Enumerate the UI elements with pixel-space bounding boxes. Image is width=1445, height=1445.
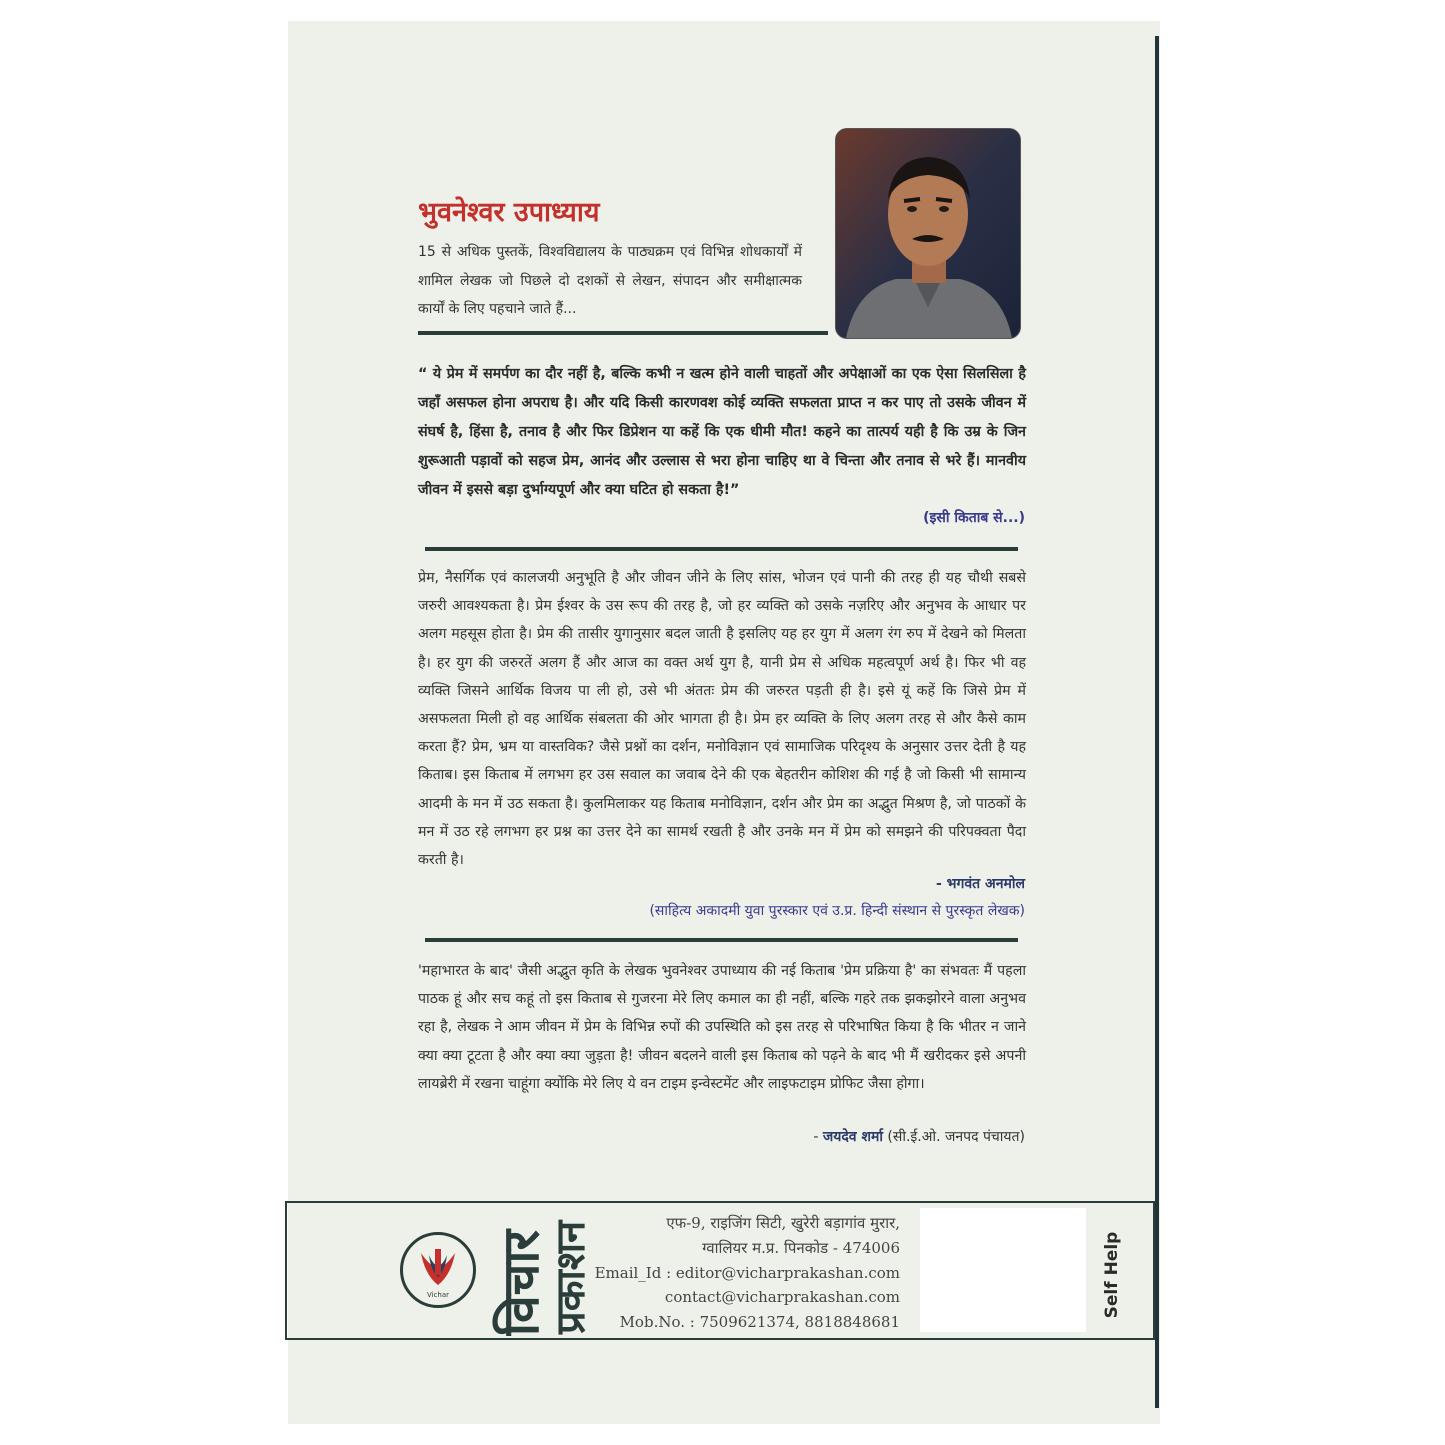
publisher-brand	[486, 1210, 591, 1336]
category-label	[1100, 1230, 1124, 1320]
brand-wordmark	[486, 1210, 591, 1336]
review-1-signature	[936, 874, 1025, 893]
divider-rule	[418, 331, 828, 335]
quote-source: (इसी किताब से...)	[923, 510, 1025, 526]
signature-dash: -	[813, 1129, 823, 1145]
brand-line-1: विचार	[492, 1230, 550, 1336]
category-text: Self Help	[1102, 1231, 1122, 1319]
phone-line: Mob.No. : 7509621374, 8818848681	[619, 1313, 900, 1332]
email-line: Email_Id : editor@vicharprakashan.com	[594, 1263, 900, 1282]
barcode-area	[920, 1208, 1086, 1332]
reviewer-credential: (साहित्य अकादमी युवा पुरस्कार एवं उ.प्र. हिन्दी संस्थान से पुरस्कृत लेखक)	[649, 903, 1025, 919]
author-portrait-image	[836, 129, 1020, 338]
review-2-signature	[813, 1127, 1025, 1146]
publisher-logo	[400, 1232, 476, 1308]
review-text-2: 'महाभारत के बाद' जैसी अद्भुत कृति के लेखक भुवनेश्वर उपाध्याय की नई किताब 'प्रेम प्रक्रिया है' का संभवतः मैं पहला पाठक हूं और सच कहूं तो इस किताब से गुजरना मेरे लिए कमाल का ही नहीं, बल्कि गहरे तक झकझोरने वाला अनुभव रहा है, लेखक ने आम जीवन में प्रेम के विभिन्न रुपों की उपस्थिति को इस तरह से परिभाषित किया है कि भीतर न जाने क्या क्या टूटता है और क्या क्या जुड़ता है! जीवन बदलने वाली इस किताब को पढ़ने के बाद भी मैं खरीदकर इसे अपनी लायब्रेरी में रखना चाहूंगा क्योंकि मेरे लिए ये वन टाइम इन्वेस्टमेंट और लाइफटाइम प्रोफिट जैसा होगा।	[418, 963, 1026, 1092]
brand-line-2: प्रकाशन	[548, 1220, 591, 1334]
reviewer-2-role: (सी.ई.ओ. जनपद पंचायत)	[882, 1129, 1025, 1145]
divider-rule	[425, 938, 1018, 942]
spine-edge	[1155, 36, 1159, 1408]
author-name: भुवनेश्वर उपाध्याय	[418, 197, 600, 228]
publisher-address	[595, 1211, 900, 1335]
reviewer-2-name: जयदेव शर्मा	[822, 1129, 883, 1145]
logo-caption: Vichar	[426, 1291, 450, 1299]
address-line: ग्वालियर म.प्र. पिनकोड - 474006	[702, 1238, 900, 1257]
book-excerpt-quote: “ ये प्रेम में समर्पण का दौर नहीं है, बल्कि कभी न खत्म होने वाली चाहतों और अपेक्षाओं का एक ऐसा सिलसिला है जहाँ असफल होना अपराध है। और यदि किसी कारणवश कोई व्यक्ति सफलता प्राप्त न कर पाए तो उसके जीवन में संघर्ष है, हिंसा है, तनाव है और फिर डिप्रेशन या कहें कि एक धीमी मौत! कहने का तात्पर्य यही है कि उम्र के जिन शुरूआती पड़ावों को सहज प्रेम, आनंद और उल्लास से भरा होना चाहिए था वे चिन्ता और तनाव से भरे हैं। मानवीय जीवन में इससे बड़ा दुर्भाग्यपूर्ण और क्या घटित हो सकता है!”	[418, 366, 1026, 498]
author-photo	[835, 128, 1021, 339]
divider-rule	[425, 547, 1018, 551]
contact-line: contact@vicharprakashan.com	[664, 1288, 900, 1307]
address-line: एफ-9, राइजिंग सिटी, खुरेरी बड़ागांव मुरार,	[666, 1214, 900, 1232]
trident-logo-icon	[403, 1235, 473, 1305]
author-bio: 15 से अधिक पुस्तकें, विश्वविद्यालय के पाठ्यक्रम एवं विभिन्न शोधकार्यों में शामिल लेखक जो पिछले दो दशकों से लेखन, संपादन और समीक्षात्मक कार्यों के लिए पहचाने जाते हैं...	[418, 244, 802, 317]
reviewer-name: - भगवंत अनमोल	[935, 876, 1025, 892]
review-text-1: प्रेम, नैसर्गिक एवं कालजयी अनुभूति है और जीवन जीने के लिए सांस, भोजन एवं पानी की तरह ही यह चौथी सबसे जरुरी आवश्यकता है। प्रेम ईश्वर के उस रूप की तरह है, जो हर व्यक्ति को उसके नज़रिए और अनुभव के आधार पर अलग महसूस होता है। प्रेम की तासीर युगानुसार बदल जाती है इसलिए यह हर युग में अलग रंग रुप में देखने को मिलता है। हर युग की जरुरतें अलग हैं और आज का वक्त अर्थ युग है, यानी प्रेम से अधिक महत्वपूर्ण अर्थ है। फिर भी वह व्यक्ति जिसने आर्थिक विजय पा ली हो, उसे भी अंततः प्रेम की जरुरत पड़ती ही है। इसे यूं कहें कि जिसे प्रेम में असफलता मिली हो वह आर्थिक संबलता की ओर भागता ही है। प्रेम हर व्यक्ति के लिए अलग तरह से और कैसे काम करता हैं? प्रेम, भ्रम या वास्तविक? जैसे प्रश्नों का दर्शन, मनोविज्ञान एवं सामाजिक परिदृश्य के अनुसार उत्तर देती है यह किताब। इस किताब में लगभग हर उस सवाल का जवाब देने की एक बेहतरीन कोशिश की गई है जो किसी भी सामान्य आदमी के मन में उठ सकता है। कुलमिलाकर यह किताब मनोविज्ञान, दर्शन और प्रेम का अद्भुत मिश्रण है, जो पाठकों के मन में उठ रहे लगभग हर प्रश्न का उत्तर देने का सामर्थ रखती है और उनके मन में प्रेम को समझने की परिपक्वता पैदा करती है।	[418, 570, 1026, 869]
